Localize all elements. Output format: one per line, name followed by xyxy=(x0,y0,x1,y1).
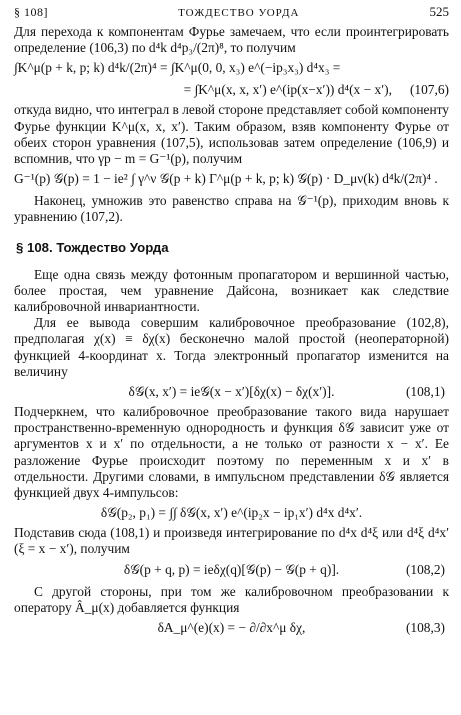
equation-108-2-number: (108,2) xyxy=(405,561,445,577)
equation-107-6-line2 xyxy=(14,82,449,98)
paragraph-operator: С другой стороны, при том же калибровочном преобразовании к оператору Â_μ(x) добавляется функция xyxy=(14,583,449,615)
paragraph-multiply: Наконец, умножив это равенство справа на 𝒢⁻¹(p), приходим вновь к уравнению (107,2). xyxy=(14,193,449,225)
equation-108-3-body: δA_μ^(e)(x) = − ∂/∂x^μ δχ, xyxy=(157,620,306,636)
equation-108-2 xyxy=(14,562,449,578)
paragraph-fourier-component: откуда видно, что интеграл в левой стороне представляет собой компоненту Фурье функции K^μ(x, x, x′). Таким образом, взяв компоненту Фурье от обеих сторон уравнения (107,5), использовав затем определение (106,9) и вспомнив, что γp − m = G⁻¹(p), получим xyxy=(14,102,449,167)
section-heading: § 108. Тождество Уорда xyxy=(16,239,169,255)
equation-108-1-body: δ𝒢(x, x′) = ie𝒢(x − x′)[δχ(x) − δχ(x′)]. xyxy=(128,384,335,400)
equation-108-2-body: δ𝒢(p + q, p) = ieδχ(q)[𝒢(p) − 𝒢(p + q)]. xyxy=(123,561,340,577)
paragraph-homogeneity: Подчеркнем, что калибровочное преобразование такого вида нарушает пространственно-временную однородность и функция δ𝒢 зависит уже от аргументов x и x′ по отдельности, а не только от разности x − x′. Ее разложение Фурье происходит поэтому по переменным x и x′ в отдельности. Другими словами, в импульсном представлении δ𝒢 является функцией двух 4-импульсов: xyxy=(14,404,449,501)
equation-108-3-number: (108,3) xyxy=(405,620,445,636)
equation-two-momenta: δ𝒢(p₂, p₁) = ∫∫ δ𝒢(x, x′) e^(ip₂x − ip₁x′) d⁴x d⁴x′. xyxy=(100,505,363,521)
equation-dyson-vertex: G⁻¹(p) 𝒢(p) = 1 − ie² ∫ γ^ν 𝒢(p + k) Γ^μ(p + k, p; k) 𝒢(p) · D_μν(k) d⁴k/(2π)⁴ . xyxy=(14,171,438,187)
equation-108-1-number: (108,1) xyxy=(405,384,445,400)
equation-107-6-number: (107,6) xyxy=(409,82,449,98)
header-page-number: 525 xyxy=(429,4,449,19)
paragraph-fourier-intro: Для перехода к компонентам Фурье замечаем, что если проинтегрировать определение (106,3) по d⁴k d⁴p₃/(2π)⁸, то получим xyxy=(14,24,449,56)
paragraph-gauge-transform: Для ее вывода совершим калибровочное преобразование (102,8), предполагая χ(x) ≡ δχ(x) бесконечно малой простой (неоператорной) функцией 4-координат x. Тогда электронный пропагатор изменится на величину xyxy=(14,315,449,379)
header-title: ТОЖДЕСТВО УОРДА xyxy=(178,7,300,19)
equation-107-6-line1: ∫K^μ(p + k, p; k) d⁴k/(2π)⁴ = ∫K^μ(0, 0, x₃) e^(−ip₃x₃) d⁴x₃ = xyxy=(14,60,341,76)
equation-107-6-body: = ∫K^μ(x, x, x′) e^(ip(x−x′)) d⁴(x − x′), xyxy=(183,82,392,98)
header-section: § 108] xyxy=(14,5,48,19)
paragraph-ward-intro: Еще одна связь между фотонным пропагатором и вершинной частью, более простая, чем уравнение Дайсона, возникает как следствие калибровочной инвариантности. xyxy=(14,266,449,315)
equation-108-1 xyxy=(14,384,449,400)
paragraph-substitute: Подставив сюда (108,1) и произведя интегрирование по d⁴x d⁴ξ или d⁴ξ d⁴x′ (ξ = x − x′), получим xyxy=(14,525,449,557)
equation-108-3 xyxy=(14,620,449,636)
page-header xyxy=(14,4,449,24)
